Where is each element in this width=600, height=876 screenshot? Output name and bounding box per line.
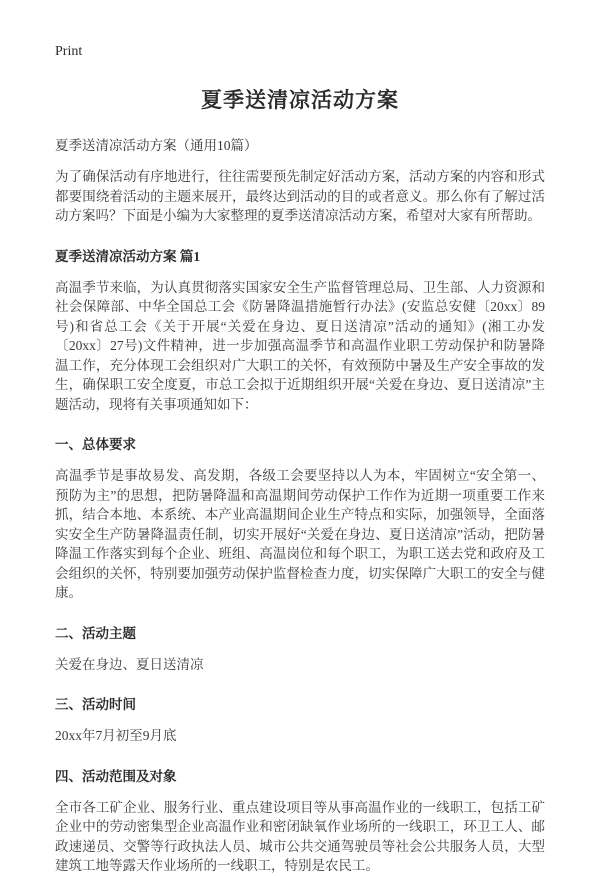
- paragraph-background: 高温季节来临，为认真贯彻落实国家安全生产监督管理总局、卫生部、人力资源和社会保障部、中华全国总工会《防暑降温措施暂行办法》(安监总安健〔20xx〕89号)和省总工会《关于开展“关爱在身边、夏日送清凉”活动的通知》(湘工办发〔20xx〕27号)文件精神，进一步加强高温季节和高温作业职工劳动保护和防暑降温工作，充分体现工会组织对广大职工的关怀，有效预防中暑及生产安全事故的发生，确保职工安全度夏，市总工会拟于近期组织开展“关爱在身边、夏日送清凉”主题活动，现将有关事项通知如下：: [55, 279, 545, 412]
- paragraph-activity-theme: 关爱在身边、夏日送清凉: [55, 656, 204, 672]
- page-title: 夏季送清凉活动方案: [201, 88, 399, 112]
- paragraph-overall-requirements: 高温季节是事故易发、高发期，各级工会要坚持以人为本，牢固树立“安全第一、预防为主”的思想，把防暑降温和高温期间劳动保护工作作为近期一项重要工作来抓，结合本地、本系统、本产业高温期间企业生产特点和实际，加强领导，全面落实安全生产防暑降温责任制，切实开展好“关爱在身边、夏日送清凉”活动，把防暑降温工作落实到每个企业、班组、高温岗位和每个职工，为职工送去党和政府及工会组织的关怀，特别要加强劳动保护监督检查力度，切实保障广大职工的安全与健康。: [55, 468, 545, 600]
- section-heading-activity-theme: 二、活动主题: [55, 625, 136, 641]
- section-heading-activity-time: 三、活动时间: [55, 697, 136, 712]
- print-link[interactable]: Print: [55, 44, 83, 59]
- intro-paragraph: 为了确保活动有序地进行，往往需要预先制定好活动方案，活动方案的内容和形式都要围绕着活动的主题来展开，最终达到活动的目的或者意义。那么你有了解过活动方案吗？下面是小编为大家整理的夏季送清凉活动方案，希望对大家有所帮助。: [55, 169, 545, 223]
- section-heading-scope-targets: 四、活动范围及对象: [55, 768, 177, 784]
- document-subtitle: 夏季送清凉活动方案（通用10篇）: [55, 138, 258, 153]
- section-heading-part1: 夏季送清凉活动方案 篇1: [55, 248, 201, 264]
- section-heading-overall-requirements: 一、总体要求: [55, 437, 136, 452]
- paragraph-activity-time: 20xx年7月初至9月底: [55, 728, 177, 743]
- paragraph-scope-targets: 全市各工矿企业、服务行业、重点建设项目等从事高温作业的一线职工，包括工矿企业中的劳动密集型企业高温作业和密闭缺氧作业场所的一线职工，环卫工人、邮政速递员、交警等行政执法人员、城市公共交通驾驶员等社会公共服务人员，大型建筑工地等露天作业场所的一线职工，特别是农民工。: [55, 799, 545, 873]
